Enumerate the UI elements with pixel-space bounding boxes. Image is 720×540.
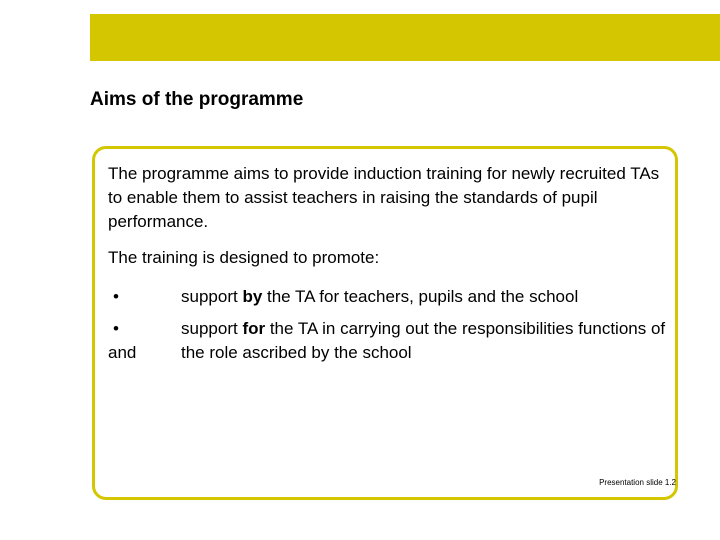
slide-title: Aims of the programme bbox=[90, 89, 304, 110]
bullet-overflow-word: and bbox=[108, 343, 137, 362]
bullet-icon: • bbox=[113, 287, 119, 306]
bullet-text-post: the TA for teachers, pupils and the school bbox=[262, 287, 579, 306]
header-accent-band bbox=[90, 14, 720, 61]
lead-sentence: The training is designed to promote: bbox=[108, 248, 380, 267]
bullet-text-emphasis: by bbox=[242, 287, 263, 306]
bullet-marker-column bbox=[108, 317, 168, 365]
bullet-text bbox=[181, 317, 676, 365]
bullet-text-pre: support bbox=[181, 287, 243, 306]
bullet-marker-column bbox=[108, 285, 168, 309]
slide-number-footer: Presentation slide 1.2 bbox=[599, 478, 676, 487]
bullet-icon: • bbox=[113, 319, 119, 338]
bullet-text-pre: support bbox=[181, 319, 243, 338]
bullet-text-post: the TA in carrying out the responsibilities functions of the role ascribed by the school bbox=[181, 319, 666, 362]
intro-paragraph: The programme aims to provide induction training for newly recruited TAs to enable them to assist teachers in raising the standards of pupil performance. bbox=[108, 164, 660, 231]
bullet-text bbox=[181, 285, 676, 309]
bullet-text-emphasis: for bbox=[242, 319, 266, 338]
